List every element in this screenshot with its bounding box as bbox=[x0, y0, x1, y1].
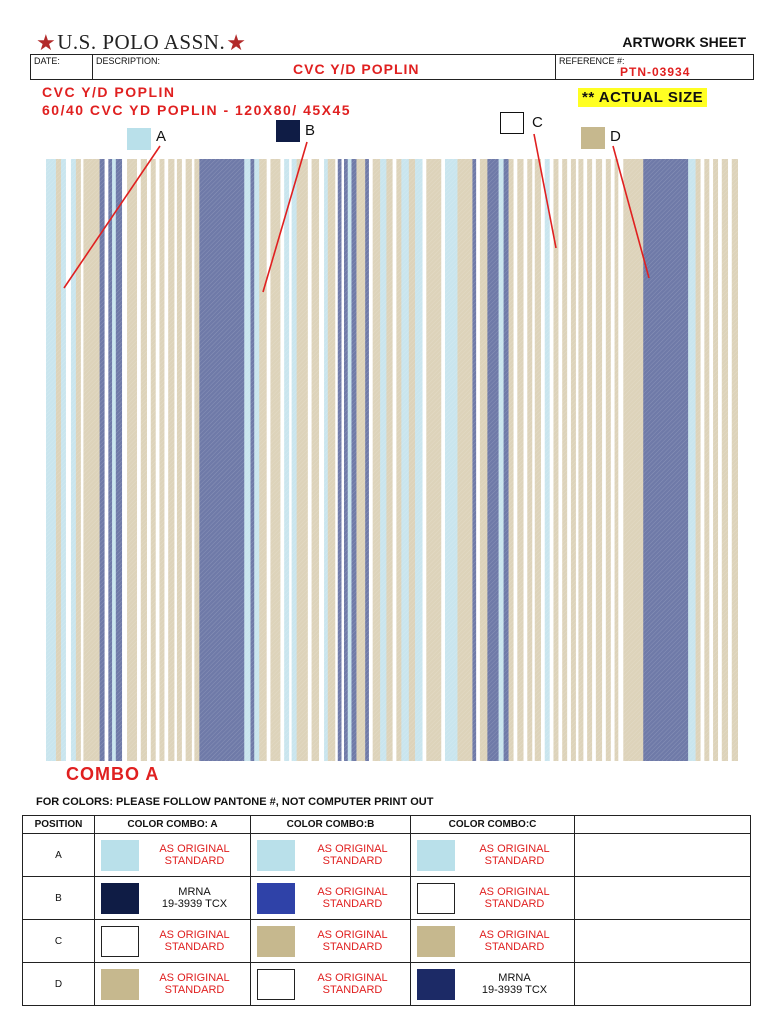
color-combo-table bbox=[22, 815, 751, 1006]
reference-value: PTN-03934 bbox=[620, 65, 691, 79]
color-text-line1: AS ORIGINAL bbox=[159, 843, 230, 855]
color-standard-text bbox=[295, 972, 410, 996]
combo-cell bbox=[95, 834, 251, 877]
combo-cell bbox=[251, 834, 411, 877]
combo-cell bbox=[95, 920, 251, 963]
color-text-line2: STANDARD bbox=[322, 898, 383, 910]
position-cell: B bbox=[23, 877, 95, 920]
color-standard-text bbox=[455, 929, 574, 953]
color-swatch bbox=[417, 926, 455, 957]
star-icon: ★ bbox=[36, 29, 57, 55]
color-text-line1: AS ORIGINAL bbox=[317, 972, 388, 984]
color-standard-text bbox=[139, 972, 250, 996]
combo-cell bbox=[251, 920, 411, 963]
color-swatch bbox=[257, 840, 295, 871]
color-standard-text bbox=[455, 843, 574, 867]
actual-size-badge: ** ACTUAL SIZE bbox=[578, 88, 707, 107]
color-swatch bbox=[101, 969, 139, 1000]
header-combo-c: COLOR COMBO:C bbox=[411, 816, 575, 834]
header-empty bbox=[575, 816, 751, 834]
brand-name: U.S. POLO ASSN. bbox=[57, 30, 226, 54]
color-text-line2: 19-3939 TCX bbox=[161, 898, 228, 910]
combo-cell bbox=[411, 834, 575, 877]
color-text-line2: STANDARD bbox=[322, 984, 383, 996]
date-label: DATE: bbox=[34, 56, 60, 66]
color-text-line2: 19-3939 TCX bbox=[481, 984, 548, 996]
color-text-line2: STANDARD bbox=[164, 941, 225, 953]
color-standard-text bbox=[139, 929, 250, 953]
table-row bbox=[23, 834, 751, 877]
color-swatch bbox=[417, 883, 455, 914]
pointer-line-b bbox=[263, 142, 307, 292]
pointer-line-d bbox=[613, 146, 649, 278]
combo-cell bbox=[411, 963, 575, 1006]
color-swatch bbox=[101, 840, 139, 871]
table-header-row bbox=[23, 816, 751, 834]
empty-cell bbox=[575, 920, 751, 963]
color-key-a-label: A bbox=[156, 128, 167, 145]
color-standard-text bbox=[295, 886, 410, 910]
color-standard-text bbox=[139, 886, 250, 910]
position-cell: C bbox=[23, 920, 95, 963]
sheet-title: ARTWORK SHEET bbox=[622, 34, 746, 50]
description-label: DESCRIPTION: bbox=[96, 56, 161, 66]
color-text-line2: STANDARD bbox=[484, 941, 545, 953]
color-text-line1: AS ORIGINAL bbox=[479, 886, 550, 898]
color-text-line2: STANDARD bbox=[484, 898, 545, 910]
color-swatch bbox=[257, 926, 295, 957]
combo-title: COMBO A bbox=[66, 764, 160, 784]
color-text-line1: MRNA bbox=[178, 886, 211, 898]
color-standard-text bbox=[455, 886, 574, 910]
color-text-line1: AS ORIGINAL bbox=[479, 929, 550, 941]
color-standard-text bbox=[139, 843, 250, 867]
color-swatch bbox=[417, 840, 455, 871]
color-key-b-label: B bbox=[305, 122, 316, 139]
color-text-line1: AS ORIGINAL bbox=[317, 886, 388, 898]
color-text-line2: STANDARD bbox=[322, 855, 383, 867]
table-row bbox=[23, 877, 751, 920]
color-text-line2: STANDARD bbox=[484, 855, 545, 867]
color-text-line2: STANDARD bbox=[164, 984, 225, 996]
color-swatch bbox=[257, 883, 295, 914]
color-text-line2: STANDARD bbox=[322, 941, 383, 953]
header-combo-b: COLOR COMBO:B bbox=[251, 816, 411, 834]
color-standard-text bbox=[295, 929, 410, 953]
color-key-d-label: D bbox=[610, 128, 621, 145]
color-standard-text bbox=[295, 843, 410, 867]
pantone-note: FOR COLORS: PLEASE FOLLOW PANTONE #, NOT COMPUTER PRINT OUT bbox=[36, 796, 434, 808]
empty-cell bbox=[575, 834, 751, 877]
description-value: CVC Y/D POPLIN bbox=[293, 61, 420, 77]
color-standard-text bbox=[455, 972, 574, 996]
color-text-line1: MRNA bbox=[498, 972, 531, 984]
pointer-line-c bbox=[534, 134, 556, 248]
fabric-title: CVC Y/D POPLIN bbox=[42, 84, 176, 100]
header-combo-a: COLOR COMBO: A bbox=[95, 816, 251, 834]
color-swatch bbox=[417, 969, 455, 1000]
table-row bbox=[23, 963, 751, 1006]
combo-cell bbox=[411, 920, 575, 963]
color-key-c-label: C bbox=[532, 114, 543, 131]
color-text-line1: AS ORIGINAL bbox=[159, 972, 230, 984]
color-swatch bbox=[101, 883, 139, 914]
combo-cell bbox=[95, 877, 251, 920]
combo-cell bbox=[95, 963, 251, 1006]
combo-cell bbox=[251, 963, 411, 1006]
header-position: POSITION bbox=[23, 816, 95, 834]
pointer-line-a bbox=[64, 146, 160, 288]
empty-cell bbox=[575, 963, 751, 1006]
color-text-line1: AS ORIGINAL bbox=[317, 843, 388, 855]
fabric-spec: 60/40 CVC YD POPLIN - 120X80/ 45X45 bbox=[42, 102, 352, 118]
reference-label: REFERENCE #: bbox=[559, 56, 625, 66]
combo-cell bbox=[411, 877, 575, 920]
star-icon: ★ bbox=[226, 29, 247, 55]
color-swatch bbox=[257, 969, 295, 1000]
color-text-line1: AS ORIGINAL bbox=[479, 843, 550, 855]
color-text-line2: STANDARD bbox=[164, 855, 225, 867]
position-cell: D bbox=[23, 963, 95, 1006]
combo-cell bbox=[251, 877, 411, 920]
position-cell: A bbox=[23, 834, 95, 877]
table-row bbox=[23, 920, 751, 963]
color-swatch bbox=[101, 926, 139, 957]
color-text-line1: AS ORIGINAL bbox=[159, 929, 230, 941]
color-text-line1: AS ORIGINAL bbox=[317, 929, 388, 941]
empty-cell bbox=[575, 877, 751, 920]
